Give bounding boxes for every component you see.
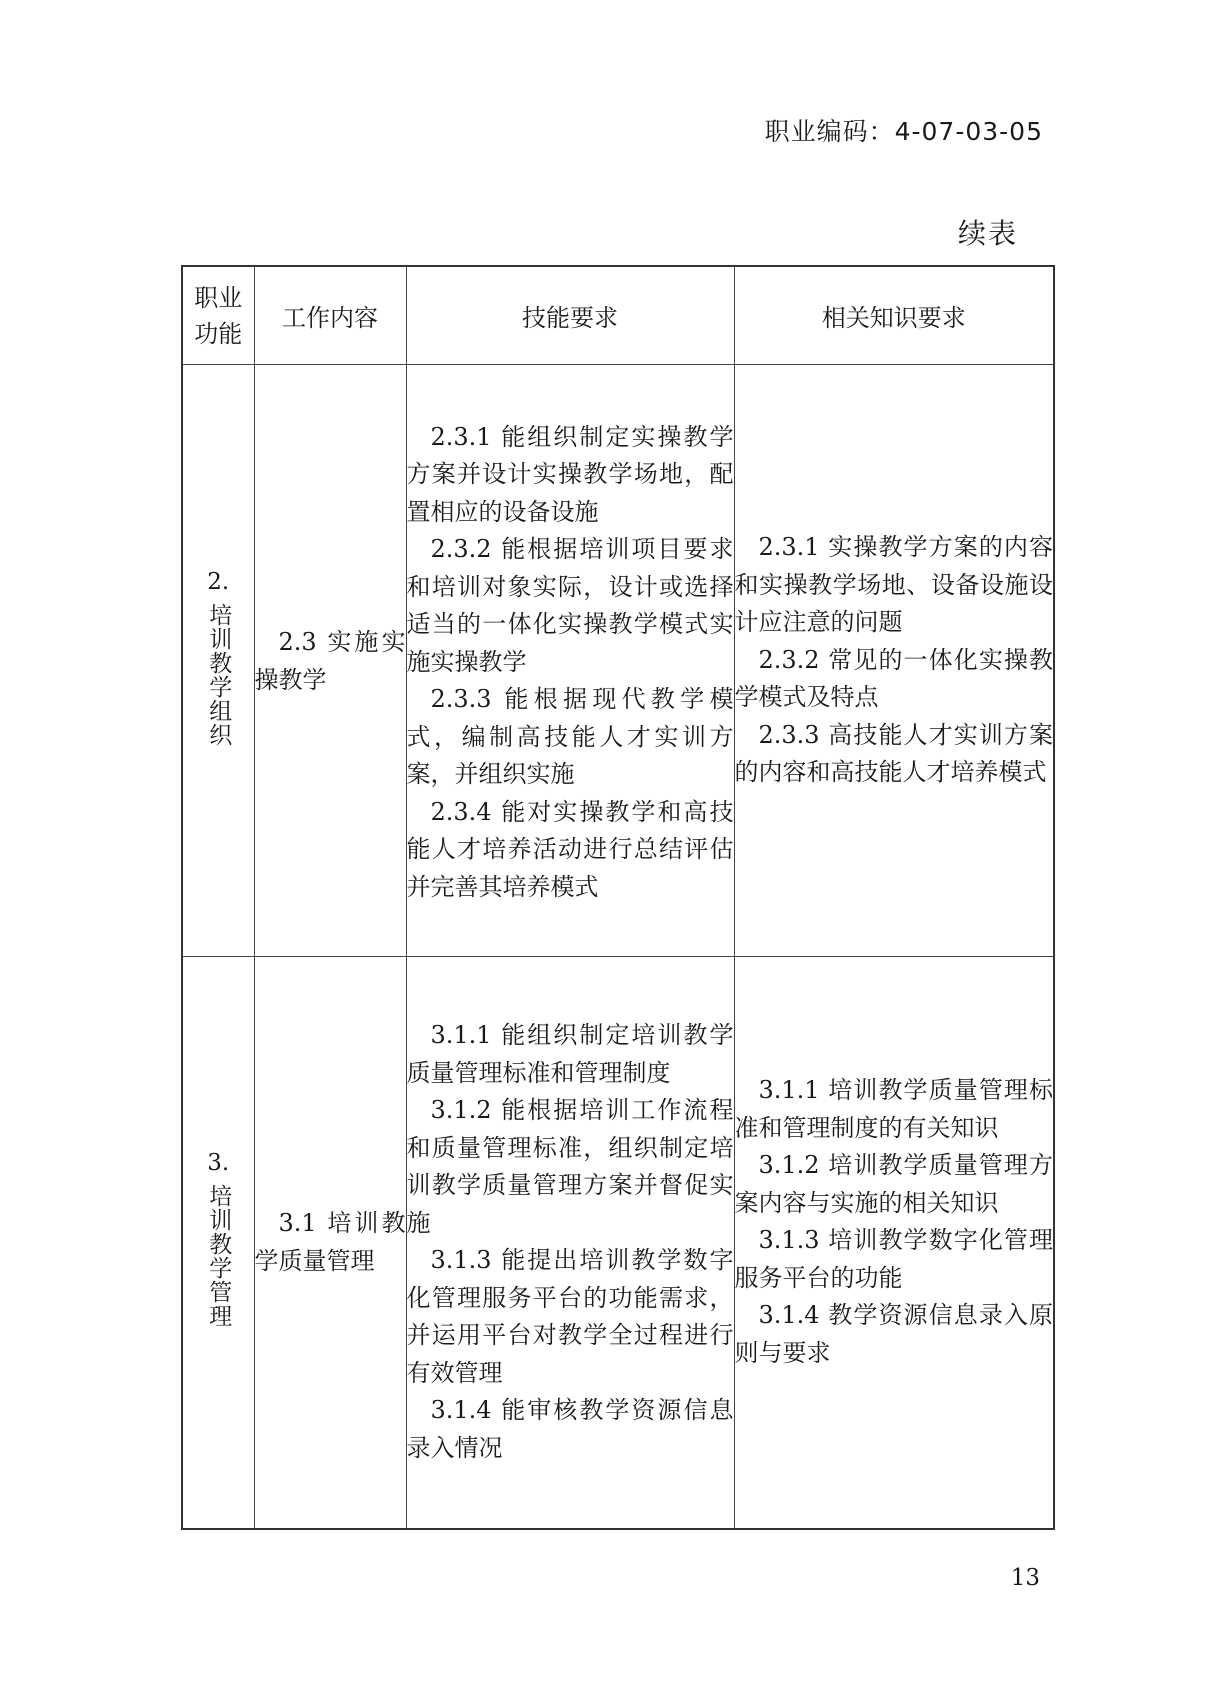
skill-item: 2.3.4 能对实操教学和高技能人才培养活动进行总结评估并完善其培养模式 xyxy=(406,797,734,901)
table-row xyxy=(182,365,1054,957)
header-work-content: 工作内容 xyxy=(254,266,406,365)
skill-item: 3.1.1 能组织制定培训教学质量管理标准和管理制度 xyxy=(406,1021,734,1087)
occupation-code: 职业编码：4-07-03-05 xyxy=(764,117,1043,146)
skills-cell xyxy=(406,365,734,957)
function-number: 3. xyxy=(207,1150,230,1177)
standards-table xyxy=(181,265,1055,1530)
skill-item: 2.3.1 能组织制定实操教学方案并设计实操教学场地，配置相应的设备设施 xyxy=(406,422,734,526)
knowledge-item: 3.1.2 培训教学质量管理方案内容与实施的相关知识 xyxy=(734,1151,1053,1217)
table-row xyxy=(182,957,1054,1529)
page-number: 13 xyxy=(1010,1565,1040,1591)
work-content-cell: 2.3 实施实操教学 xyxy=(254,365,406,957)
knowledge-item: 3.1.3 培训教学数字化管理服务平台的功能 xyxy=(734,1226,1053,1292)
knowledge-item: 2.3.1 实操教学方案的内容和实操教学场地、设备设施设计应注意的问题 xyxy=(734,533,1053,637)
skill-item: 2.3.3 能根据现代教学模式，编制高技能人才实训方案，并组织实施 xyxy=(406,685,734,789)
skill-item: 2.3.2 能根据培训项目要求和培训对象实际，设计或选择适当的一体化实操教学模式实施实操教学 xyxy=(406,535,734,676)
skill-item: 3.1.2 能根据培训工作流程和质量管理标准，组织制定培训教学质量管理方案并督促实施 xyxy=(406,1096,734,1237)
skill-item: 3.1.4 能审核教学资源信息录入情况 xyxy=(406,1396,734,1462)
header-function-label: 职业功能 xyxy=(194,283,243,348)
skill-item: 3.1.3 能提出培训教学数字化管理服务平台的功能需求，并运用平台对教学全过程进行有效管理 xyxy=(406,1246,734,1387)
knowledge-cell xyxy=(734,957,1054,1529)
header-function xyxy=(182,266,254,365)
function-name: 培训教学管理 xyxy=(205,1184,232,1329)
function-cell xyxy=(182,957,254,1529)
table-header-row xyxy=(182,266,1054,365)
work-content-cell: 3.1 培训教学质量管理 xyxy=(254,957,406,1529)
function-name: 培训教学组织 xyxy=(205,602,232,747)
knowledge-item: 3.1.1 培训教学质量管理标准和管理制度的有关知识 xyxy=(734,1076,1053,1142)
knowledge-item: 2.3.2 常见的一体化实操教学模式及特点 xyxy=(734,645,1053,712)
knowledge-item: 3.1.4 教学资源信息录入原则与要求 xyxy=(734,1301,1053,1367)
header-knowledge: 相关知识要求 xyxy=(734,266,1054,365)
skills-cell xyxy=(406,957,734,1529)
function-number: 2. xyxy=(207,568,230,595)
continued-label: 续表 xyxy=(957,217,1018,250)
header-skills: 技能要求 xyxy=(406,266,734,365)
knowledge-cell xyxy=(734,365,1054,957)
function-cell xyxy=(182,365,254,957)
knowledge-item: 2.3.3 高技能人才实训方案的内容和高技能人才培养模式 xyxy=(734,720,1053,787)
